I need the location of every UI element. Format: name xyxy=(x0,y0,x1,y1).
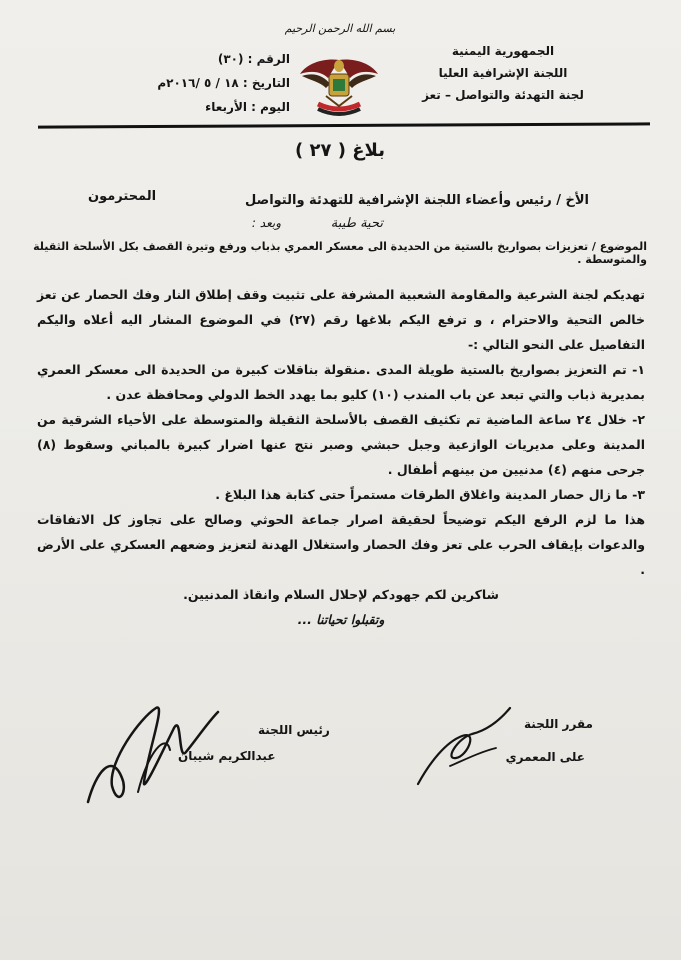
signatory-right-title: مقرر اللجنة xyxy=(524,717,593,731)
reference-number: الرقم : (٣٠) xyxy=(217,52,290,66)
issuer-line-committee: اللجنة الإشرافية العليا xyxy=(438,66,568,80)
reference-date: التاريخ : ١٨ / ٥ /٢٠١٦م xyxy=(157,76,290,90)
subject-line: الموضوع / تعزيزات بصواريخ بالستية من الحديدة الى معسكر العمري بذباب ورفع وتيرة القصف بكل الأسلحة الثقيلة والمتوسطة . xyxy=(33,240,647,266)
letter-body xyxy=(37,282,645,632)
announcement-title: بلاغ ( ٢٧ ) xyxy=(295,140,385,161)
body-closing: وتقبلوا تحياتنا ... xyxy=(297,612,385,627)
signatory-left-name: عبدالكريم شيبان xyxy=(178,749,276,763)
body-conclusion: هذا ما لزم الرفع اليكم توضيحاً لحقيقة اصرار جماعة الحوثي وصالح على تجاوز كل الاتفاقات والدعوات بإيقاف الحرب على تعز وفك الحصار واستغلال الهدنة لتعزيز وضعهم العسكري على الأرض . xyxy=(37,512,645,577)
honorific: المحترمون xyxy=(88,189,157,204)
addressee: الأخ / رئيس وأعضاء اللجنة الإشرافية للتهدئة والتواصل xyxy=(245,193,589,208)
body-item-2: ٢- خلال ٢٤ ساعة الماضية تم تكثيف القصف بالأسلحة الثقيلة والمتوسطة على الأحياء الشرقية من المدينة وعلى مديريات الوازعية وجبل حبشي وصبر نتج عنها اضرار كبيرة بالمباني وسقوط (٨) جرحى منهم (٤) مدنيين من بينهم أطفال . xyxy=(37,412,645,477)
signatory-left-title: رئيس اللجنة xyxy=(258,723,330,737)
body-item-3: ٣- ما زال حصار المدينة واغلاق الطرقات مستمراً حتى كتابة هذا البلاغ . xyxy=(215,487,645,502)
eagle-emblem-icon xyxy=(296,52,382,120)
issuer-block xyxy=(413,40,593,106)
after-greeting: وبعد : xyxy=(251,216,281,230)
body-intro: تهديكم لجنة الشرعية والمقاومة الشعبية المشرفة على تثبيت وقف إطلاق النار وفك الحصار عن تعز خالص التحية والاحترام ، و ترفع اليكم بلاغها رقم (٢٧) في الموضوع المشار اليه أعلاه واليكم التفاصيل على النحو التالي :- xyxy=(37,287,645,352)
body-thanks: شاكرين لكم جهودكم لإحلال السلام وانقاذ المدنيين. xyxy=(183,587,499,602)
reference-day: اليوم : الأربعاء xyxy=(205,100,290,114)
reference-block xyxy=(90,47,290,119)
chairman-signature xyxy=(78,692,228,812)
body-item-1: ١- تم التعزيز بصواريخ بالستية طويلة المدى .منقولة بناقلات كبيرة من الحديدة الى معسكر العمري بمديرية ذباب والتي تبعد عن باب المندب (١٠) كليو بما يهدد الخط الدولي ومحافظة عدن . xyxy=(37,362,645,402)
header-divider xyxy=(38,122,650,128)
signatory-right-name: على المعمري xyxy=(505,750,585,764)
basmala: بسم الله الرحمن الرحيم xyxy=(284,22,396,35)
greeting: تحية طيبة xyxy=(330,216,383,231)
rapporteur-signature xyxy=(410,702,520,792)
issuer-line-country: الجمهورية اليمنية xyxy=(451,44,555,58)
issuer-line-subcommittee: لجنة التهدئة والتواصل – تعز xyxy=(422,88,584,102)
